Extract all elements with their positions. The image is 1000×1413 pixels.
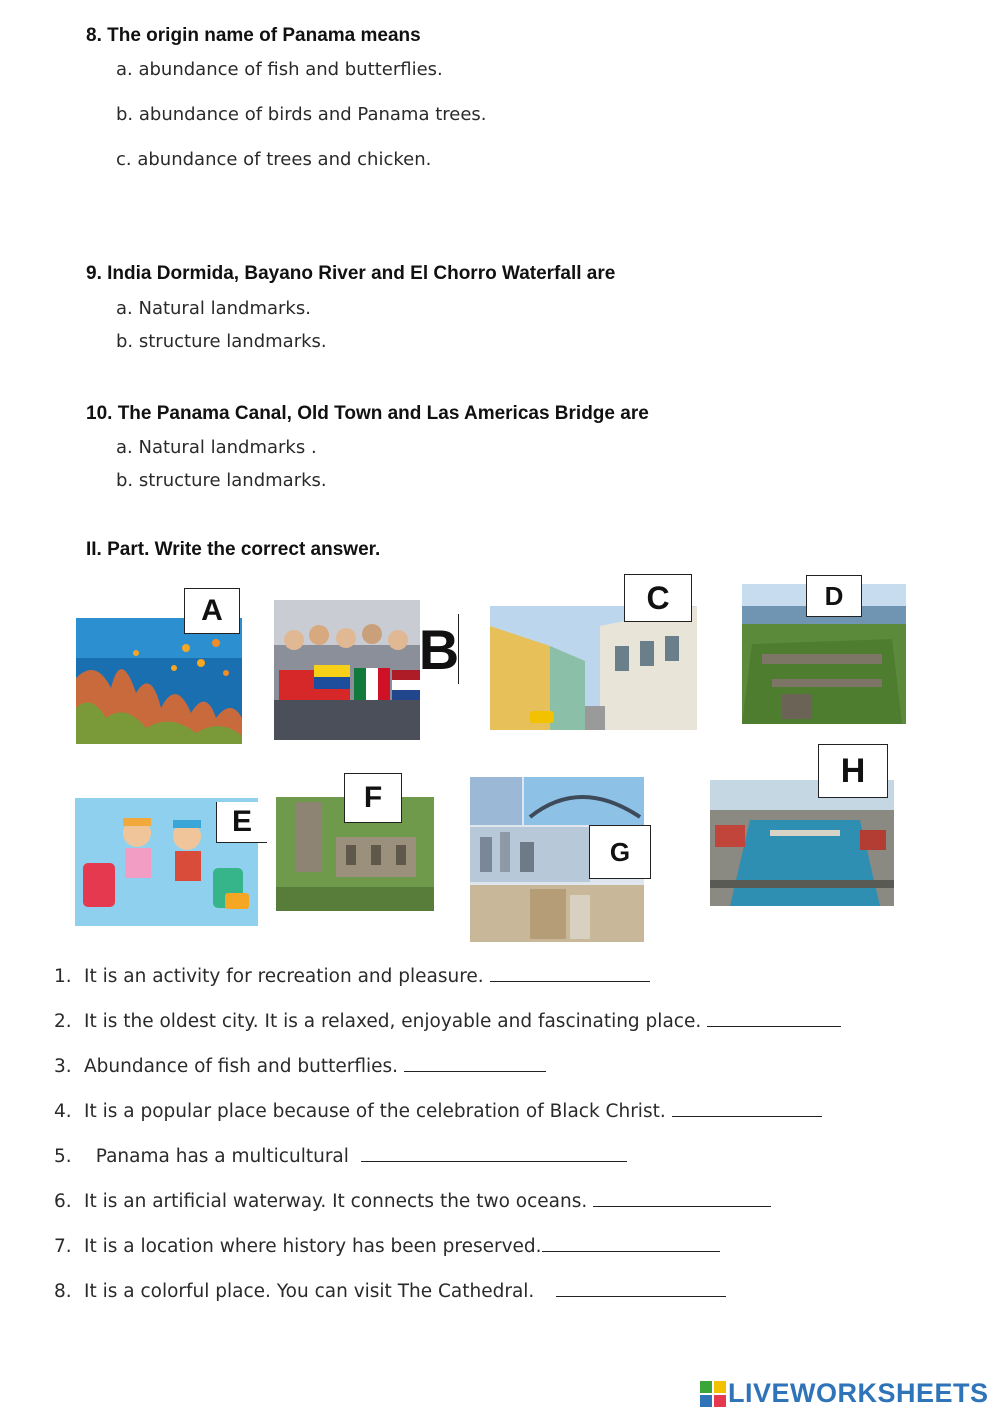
liveworksheets-logo [700, 1378, 989, 1409]
picture-h-canal-locks [710, 780, 894, 906]
q9-option-b[interactable]: b. structure landmarks. [116, 331, 327, 352]
item-text: Panama has a multicultural [84, 1146, 349, 1167]
label-e: E [216, 802, 267, 843]
q8-option-a[interactable]: a. abundance of fish and butterflies. [116, 59, 443, 80]
item-number: 3. [54, 1056, 72, 1077]
item-number: 4. [54, 1101, 72, 1122]
liveworksheets-mark-icon [700, 1381, 726, 1407]
answer-blank-5[interactable] [361, 1160, 627, 1162]
item-number: 7. [54, 1236, 72, 1257]
q8-option-b[interactable]: b. abundance of birds and Panama trees. [116, 104, 487, 125]
answer-item-7 [54, 1236, 720, 1257]
item-number: 2. [54, 1011, 72, 1032]
label-d: D [806, 575, 862, 617]
answer-item-1 [54, 966, 650, 987]
picture-b-flags-crowd [274, 600, 420, 740]
item-number: 5. [54, 1146, 72, 1167]
answer-item-6 [54, 1191, 771, 1212]
item-number: 8. [54, 1281, 72, 1302]
item-number: 6. [54, 1191, 72, 1212]
item-text: It is a colorful place. You can visit The Cathedral. [84, 1281, 535, 1302]
item-text: It is an activity for recreation and pleasure. [84, 966, 484, 987]
item-text: Abundance of fish and butterflies. [84, 1056, 399, 1077]
item-text: It is a location where history has been preserved. [84, 1236, 542, 1257]
question-9-title: 9. India Dormida, Bayano River and El Chorro Waterfall are [86, 263, 616, 284]
question-10-title: 10. The Panama Canal, Old Town and Las Americas Bridge are [86, 403, 649, 424]
answer-blank-3[interactable] [404, 1070, 546, 1072]
label-c: C [624, 574, 692, 622]
answer-blank-4[interactable] [672, 1115, 822, 1117]
liveworksheets-text: LIVEWORKSHEETS [728, 1378, 989, 1408]
label-a: A [184, 588, 240, 634]
q8-option-c[interactable]: c. abundance of trees and chicken. [116, 149, 432, 170]
picture-a-coral-reef [76, 618, 242, 744]
label-f: F [344, 773, 402, 823]
answer-item-5 [54, 1146, 627, 1167]
label-g: G [589, 825, 651, 879]
answer-item-8 [54, 1281, 726, 1302]
answer-blank-7[interactable] [542, 1250, 720, 1252]
answer-blank-1[interactable] [490, 980, 650, 982]
label-b: B [420, 614, 459, 684]
picture-c-colorful-street [490, 606, 697, 730]
q9-option-a[interactable]: a. Natural landmarks. [116, 298, 311, 319]
question-8-title: 8. The origin name of Panama means [86, 25, 421, 46]
q10-option-b[interactable]: b. structure landmarks. [116, 470, 327, 491]
part-2-title: II. Part. Write the correct answer. [86, 539, 381, 560]
answer-item-2 [54, 1011, 841, 1032]
item-text: It is a popular place because of the celebration of Black Christ. [84, 1101, 666, 1122]
item-text: It is the oldest city. It is a relaxed, enjoyable and fascinating place. [84, 1011, 702, 1032]
item-number: 1. [54, 966, 72, 987]
answer-item-3 [54, 1056, 546, 1077]
label-h: H [818, 744, 888, 798]
answer-blank-6[interactable] [593, 1205, 771, 1207]
item-text: It is an artificial waterway. It connects the two oceans. [84, 1191, 588, 1212]
answer-blank-2[interactable] [707, 1025, 841, 1027]
answer-blank-8[interactable] [556, 1295, 726, 1297]
answer-item-4 [54, 1101, 822, 1122]
q10-option-a[interactable]: a. Natural landmarks . [116, 437, 317, 458]
